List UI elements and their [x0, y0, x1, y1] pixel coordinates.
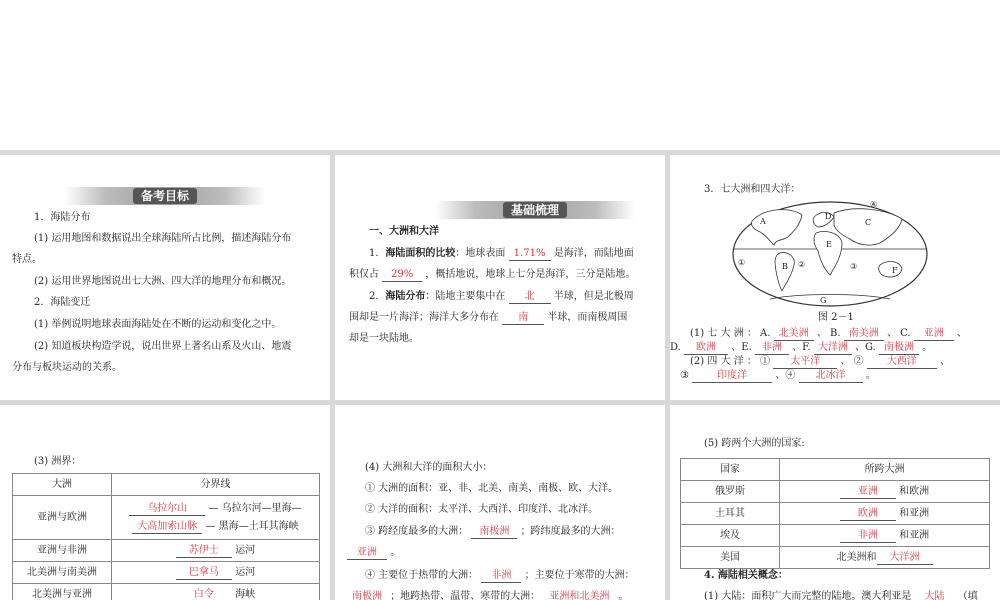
- section-title: 3．七大洲和四大洋：: [704, 184, 801, 195]
- text-line: (2) 知道板块构造学说，说出世界上著名山系及火山、地震: [34, 341, 292, 352]
- banner-title: 备考目标: [133, 188, 197, 204]
- answer-blank: 亚洲: [840, 485, 896, 499]
- text-line: [347, 542, 400, 563]
- answer-blank: 欧洲: [840, 507, 896, 521]
- text: 、 ②: [840, 356, 864, 367]
- oceans-line-2: [680, 365, 876, 386]
- panel-basics: [335, 155, 665, 400]
- answer-blank: 大洋洲: [814, 341, 852, 355]
- map-label-F: F: [892, 266, 898, 275]
- text-line: [347, 586, 629, 600]
- section-heading: 一、大洲和大洋: [369, 226, 439, 237]
- text: ；地跨热带、温带、寒带的大洲：: [390, 591, 541, 600]
- text: 积仅占: [349, 269, 379, 280]
- answer-blank: 南: [502, 311, 544, 325]
- text: 围却是一片海洋；海洋大多分布在: [349, 312, 499, 323]
- text-line: [369, 243, 634, 264]
- text-line: [365, 521, 621, 542]
- table-cell: 北美洲与南美洲: [13, 562, 112, 584]
- table-header: 大洲: [13, 474, 112, 496]
- answer-blank: 白令: [176, 588, 232, 600]
- text: 。: [390, 547, 401, 558]
- answer-blank: 1.71%: [509, 247, 551, 261]
- answer-blank: 乌拉尔山: [129, 502, 205, 516]
- answer-blank: 亚洲和北美洲: [543, 590, 615, 600]
- text-line: 特点。: [12, 254, 42, 265]
- text: ；跨纬度最多的大洲：: [520, 526, 621, 537]
- text: 和亚洲: [899, 508, 930, 519]
- answer-blank: 北冰洋: [799, 369, 863, 383]
- map-label-G: G: [820, 296, 827, 305]
- text: 和欧洲: [899, 486, 930, 497]
- table-row: [13, 562, 320, 584]
- text: 2．: [369, 291, 386, 302]
- table-row: [681, 525, 990, 547]
- answer-blank: 大陆: [915, 590, 955, 600]
- text: ：陆地主要集中在: [425, 291, 506, 302]
- panel-transcontinental: [670, 405, 1000, 600]
- text-line: (1) 举例说明地球表面海陆处在不断的运动和变化之中。: [34, 319, 282, 330]
- answer-blank: 太平洋: [773, 355, 837, 369]
- text-line: [365, 565, 635, 586]
- answer-blank: 亚洲: [914, 327, 954, 341]
- text: 、E.: [731, 342, 752, 353]
- map-label-C: C: [865, 218, 872, 227]
- table-header: 国家: [681, 459, 780, 481]
- table-row: [681, 503, 990, 525]
- cell-line: [116, 518, 315, 536]
- text: 、 C.: [886, 328, 911, 339]
- text: 、: [956, 328, 967, 339]
- text-line: ① 大洲的面积：亚、非、北美、南美、南极、欧、大洋。: [365, 483, 619, 494]
- map-label-1: ①: [738, 258, 746, 267]
- answer-blank: 大西洋: [867, 355, 937, 369]
- map-label-2: ②: [798, 260, 806, 269]
- table-cell: 俄罗斯: [681, 481, 780, 503]
- table-cell: 亚洲与欧洲: [13, 496, 112, 540]
- text-line: 2．海陆变迁: [34, 297, 91, 308]
- text-line: 1．海陆分布: [34, 212, 91, 223]
- table-row: [681, 481, 990, 503]
- answer-blank: 非洲: [840, 529, 896, 543]
- exam-goals-banner: [65, 187, 265, 205]
- table-cell: [112, 496, 320, 540]
- text-line: (1) 运用地图和数据说出全球海陆所占比例，描述海陆分布: [34, 233, 292, 244]
- text: 、④: [775, 370, 796, 381]
- text: ；主要位于寒带的大洲：: [524, 570, 635, 581]
- map-label-4: ④: [870, 200, 878, 209]
- oceania-shape: [879, 262, 902, 277]
- answer-blank: 北美洲: [774, 327, 814, 341]
- map-label-E: E: [826, 240, 832, 249]
- text: ③: [680, 370, 689, 381]
- answer-blank: 南极洲: [471, 525, 517, 539]
- table-header: 分界线: [112, 474, 320, 496]
- text: — 乌拉尔河—里海—: [208, 502, 302, 514]
- text: (1) 大陆：面积广大而完整的陆地。澳大利亚是: [704, 591, 912, 600]
- answer-blank: 苏伊士: [176, 544, 232, 558]
- section-title: (3) 洲界：: [34, 456, 82, 467]
- text: 、 B.: [816, 328, 841, 339]
- answer-blank: 南极洲: [879, 341, 919, 355]
- text: ：地球表面: [455, 248, 506, 259]
- text: — 黑海—土耳其海峡: [205, 520, 299, 532]
- map-label-A: A: [760, 217, 766, 226]
- text: ④ 主要位于热带的大洲：: [365, 570, 479, 581]
- table-cell: [112, 540, 320, 562]
- map-label-B: B: [782, 262, 788, 271]
- term: 海陆面积的比较: [385, 248, 456, 259]
- panel-exam-goals: [0, 155, 330, 400]
- text: ③ 跨经度最多的大洲：: [365, 526, 469, 537]
- text: (2) 四 大 洋 ： ①: [690, 356, 771, 367]
- text: 半球，而南极周围: [547, 312, 628, 323]
- table-header-row: [681, 459, 990, 481]
- answer-blank: 大洋洲: [877, 551, 933, 565]
- text: (1) 七 大 洲 ： A.: [690, 328, 771, 339]
- text-line: 分布与板块运动的关系。: [12, 362, 122, 373]
- answer-blank: 大高加索山脉: [132, 520, 202, 534]
- answer-blank: 巴拿马: [176, 566, 232, 580]
- table-cell: [112, 584, 320, 600]
- basics-banner: [435, 201, 635, 219]
- answer-blank: 南极洲: [347, 590, 387, 600]
- table-row: [13, 496, 320, 540]
- text: 是海洋，而陆地面: [553, 248, 634, 259]
- world-map-figure: [730, 199, 930, 309]
- table-cell: 北美洲与亚洲: [13, 584, 112, 600]
- map-label-D: D: [825, 212, 832, 221]
- text-line: [704, 586, 978, 600]
- text: 和亚洲: [899, 530, 930, 541]
- answer-blank: 非洲: [755, 341, 789, 355]
- text: 北美洲和: [836, 552, 877, 563]
- answer-blank: 欧洲: [684, 341, 728, 355]
- text: 半球，但是北极周: [553, 291, 634, 302]
- text: D.: [670, 342, 681, 353]
- text: 。: [922, 342, 933, 353]
- table-header-row: [13, 474, 320, 496]
- text: ，概括地说，地球上七分是海洋，三分是陆地。: [425, 269, 636, 280]
- text-line: (4) 大洲和大洋的面积大小：: [365, 462, 493, 473]
- table-cell: [780, 525, 990, 547]
- map-label-3: ③: [850, 262, 858, 271]
- table-cell: [780, 481, 990, 503]
- boundaries-table: [12, 473, 320, 600]
- text-line: (2) 运用世界地图说出七大洲、四大洋的地理分布和概况。: [34, 276, 292, 287]
- table-cell: 美国: [681, 547, 780, 569]
- text-line: ② 大洋的面积：太平洋、大西洋、印度洋、北冰洋。: [365, 504, 599, 515]
- section-title: (5) 跨两个大洲的国家:: [704, 438, 805, 449]
- text: （填: [957, 591, 978, 600]
- text: 。: [618, 591, 629, 600]
- table-cell: [112, 562, 320, 584]
- text-line: [369, 286, 634, 307]
- cell-line: [116, 500, 315, 518]
- text: 运河: [235, 545, 256, 556]
- answer-blank: 北: [509, 290, 551, 304]
- text-line: 却是一块陆地。: [349, 333, 419, 344]
- table-row: [13, 584, 320, 600]
- answer-blank: 29%: [382, 268, 422, 282]
- panel-area-size: [335, 405, 665, 600]
- table-cell: 埃及: [681, 525, 780, 547]
- text: 。: [865, 370, 876, 381]
- banner-title: 基础梳理: [503, 202, 567, 218]
- text: 、: [940, 356, 950, 367]
- text: 1．: [369, 248, 386, 259]
- figure-caption: 图 2－1: [818, 312, 854, 323]
- term: 海陆分布: [385, 291, 426, 302]
- answer-blank: 南美洲: [844, 327, 884, 341]
- answer-blank: 亚洲: [347, 546, 387, 560]
- table-cell: [780, 547, 990, 569]
- table-row: [13, 540, 320, 562]
- panel-continent-boundaries: [0, 405, 330, 600]
- text: 海峡: [235, 589, 256, 600]
- panel-continents-oceans: [670, 155, 1000, 400]
- table-cell: 土耳其: [681, 503, 780, 525]
- answer-blank: 非洲: [481, 569, 521, 583]
- text-line: [349, 264, 635, 285]
- table-header: 所跨大洲: [780, 459, 990, 481]
- text-line: [349, 307, 627, 328]
- section-heading: 4. 海陆相关概念：: [704, 570, 788, 581]
- table-cell: [780, 503, 990, 525]
- table-cell: 亚洲与非洲: [13, 540, 112, 562]
- transcontinental-table: [680, 458, 990, 569]
- answer-blank: 印度洋: [692, 369, 772, 383]
- text: 、F.: [792, 342, 811, 353]
- text: 、G.: [855, 342, 876, 353]
- text: 运河: [235, 567, 256, 578]
